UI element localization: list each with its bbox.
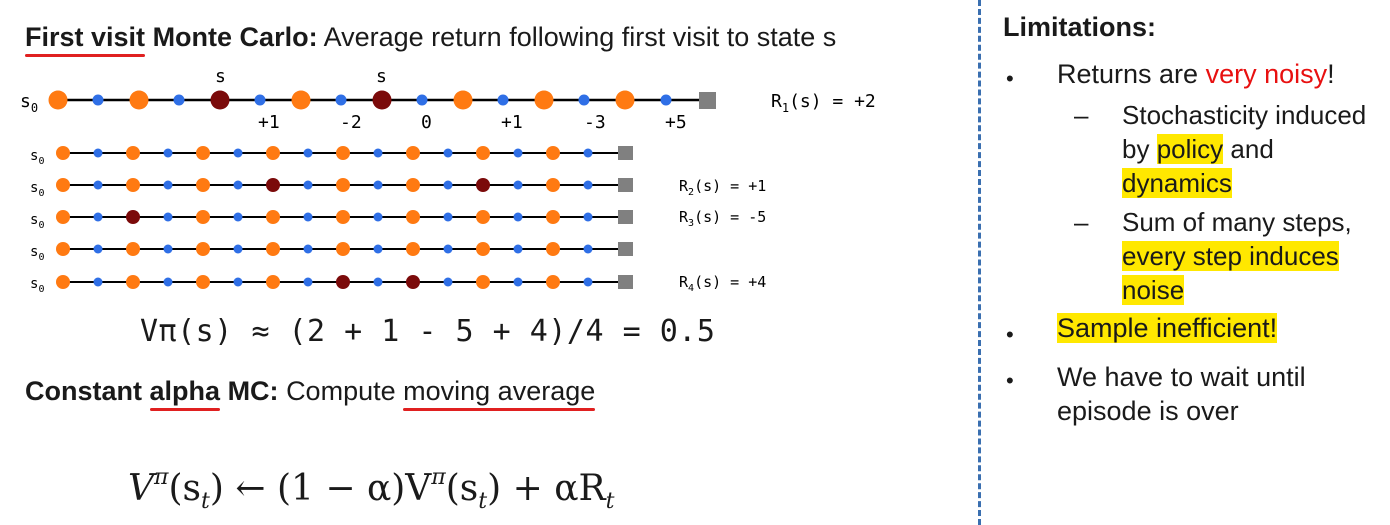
action-node — [579, 95, 590, 106]
policy-highlight: policy — [1156, 134, 1224, 164]
top-start-label: $s_0$ — [20, 91, 39, 115]
state-node — [546, 146, 560, 160]
state-node — [266, 210, 280, 224]
dynamics-highlight: dynamics — [1122, 168, 1232, 198]
s-marker-1: s — [215, 66, 226, 87]
heading1-description: Average return following first visit to state s — [323, 22, 837, 52]
action-node — [336, 95, 347, 106]
row-start-label: $s_0$ — [30, 244, 45, 263]
action-node — [444, 278, 453, 287]
state-node — [406, 178, 420, 192]
action-node — [234, 149, 243, 158]
return-r3-label: $R_3(s) = -5$ — [679, 208, 767, 229]
action-node — [94, 245, 103, 254]
state-node — [56, 146, 70, 160]
reward-label: +5 — [665, 112, 687, 133]
dash: – — [1074, 207, 1089, 237]
sub-stochasticity: Stochasticity induced by policy and dynamics — [1122, 100, 1367, 198]
state-node — [49, 91, 68, 110]
heading-constant-alpha-mc — [25, 376, 595, 407]
action-node — [255, 95, 266, 106]
state-node — [126, 242, 140, 256]
action-node — [94, 149, 103, 158]
state-node — [56, 210, 70, 224]
action-node — [514, 278, 523, 287]
bullet: • — [1006, 66, 1014, 91]
sub-sum-of-steps: Sum of many steps, every step induces noise — [1122, 207, 1352, 305]
action-node — [444, 245, 453, 254]
action-node — [94, 181, 103, 190]
action-node — [444, 181, 453, 190]
state-node — [406, 146, 420, 160]
return-r2-label: $R_2(s) = +1$ — [679, 177, 767, 198]
row-start-label: $s_0$ — [30, 180, 45, 199]
action-node — [374, 245, 383, 254]
action-node — [444, 149, 453, 158]
state-node — [336, 146, 350, 160]
state-node — [476, 275, 490, 289]
state-node — [266, 275, 280, 289]
return-r4-label: $R_4(s) = +4$ — [679, 273, 767, 294]
action-node — [514, 149, 523, 158]
action-node — [164, 181, 173, 190]
action-node — [304, 213, 313, 222]
action-node — [304, 149, 313, 158]
state-node — [476, 210, 490, 224]
state-node — [336, 178, 350, 192]
state-node — [126, 146, 140, 160]
top-terminal-state — [699, 92, 716, 109]
visited-state-s — [373, 91, 392, 110]
action-node — [304, 278, 313, 287]
alpha-term: alpha — [149, 376, 221, 406]
reward-label: +1 — [258, 112, 280, 133]
action-node — [584, 181, 593, 190]
visited-state-s — [126, 210, 140, 224]
action-node — [164, 278, 173, 287]
visited-state-s — [336, 275, 350, 289]
action-node — [164, 149, 173, 158]
action-node — [444, 213, 453, 222]
action-node — [304, 181, 313, 190]
bullet-returns-noisy: Returns are very noisy! — [1057, 59, 1335, 89]
visited-state-s — [211, 91, 230, 110]
first-visit-term: First visit — [25, 22, 146, 52]
value-estimate-formula: Vπ(s) ≈ (2 + 1 - 5 + 4)/4 = 0.5 — [140, 314, 716, 349]
state-node — [196, 178, 210, 192]
state-node — [266, 146, 280, 160]
action-node — [174, 95, 185, 106]
action-node — [164, 213, 173, 222]
update-rule-formula: $V^\pi(s_t)$ ← $(1 - \alpha)V^\pi(s_t) + \alpha R_t$ — [128, 465, 615, 514]
action-node — [584, 278, 593, 287]
action-node — [304, 245, 313, 254]
bullet: • — [1006, 368, 1014, 393]
state-node — [196, 275, 210, 289]
row-start-label: $s_0$ — [30, 276, 45, 295]
state-node — [616, 91, 635, 110]
action-node — [514, 213, 523, 222]
visited-state-s — [476, 178, 490, 192]
state-node — [56, 242, 70, 256]
reward-label: +1 — [501, 112, 523, 133]
action-node — [94, 213, 103, 222]
dash: – — [1074, 100, 1089, 130]
state-node — [546, 242, 560, 256]
action-node — [234, 181, 243, 190]
bullet-sample-inefficient: Sample inefficient! — [1057, 313, 1278, 343]
action-node — [661, 95, 672, 106]
state-node — [56, 178, 70, 192]
very-noisy-text: very noisy — [1205, 59, 1328, 89]
action-node — [514, 181, 523, 190]
state-node — [266, 242, 280, 256]
state-node — [130, 91, 149, 110]
action-node — [234, 245, 243, 254]
column-divider — [978, 0, 981, 525]
action-node — [584, 245, 593, 254]
bullet: • — [1006, 322, 1014, 347]
state-node — [196, 210, 210, 224]
moving-average-term: moving average — [403, 376, 596, 406]
state-node — [126, 178, 140, 192]
action-node — [234, 213, 243, 222]
every-step-highlight: every step induces — [1122, 241, 1339, 271]
state-node — [454, 91, 473, 110]
s-marker-2: s — [376, 66, 387, 87]
visited-state-s — [266, 178, 280, 192]
limitations-title: Limitations: — [1003, 12, 1156, 42]
terminal-state — [618, 210, 633, 224]
mc-term: MC: — [227, 376, 279, 406]
action-node — [374, 213, 383, 222]
action-node — [374, 278, 383, 287]
reward-label: -2 — [340, 112, 362, 133]
action-node — [374, 149, 383, 158]
monte-carlo-term: Monte Carlo: — [152, 22, 318, 52]
state-node — [56, 275, 70, 289]
action-node — [234, 278, 243, 287]
state-node — [336, 210, 350, 224]
constant-term: Constant — [25, 376, 142, 406]
action-node — [514, 245, 523, 254]
visited-state-s — [406, 275, 420, 289]
compute-text: Compute — [286, 376, 396, 406]
row-start-label: $s_0$ — [30, 212, 45, 231]
state-node — [546, 210, 560, 224]
action-node — [584, 213, 593, 222]
state-node — [292, 91, 311, 110]
state-node — [535, 91, 554, 110]
state-node — [406, 242, 420, 256]
noise-highlight: noise — [1122, 275, 1185, 305]
action-node — [94, 278, 103, 287]
terminal-state — [618, 146, 633, 160]
trajectory-diagram — [0, 0, 960, 300]
state-node — [126, 275, 140, 289]
action-node — [498, 95, 509, 106]
state-node — [196, 146, 210, 160]
terminal-state — [618, 178, 633, 192]
return-r1-label: $R_1(s) = +2$ — [771, 91, 876, 115]
row-start-label: $s_0$ — [30, 148, 45, 167]
state-node — [546, 275, 560, 289]
terminal-state — [618, 275, 633, 289]
reward-label: -3 — [584, 112, 606, 133]
state-node — [406, 210, 420, 224]
state-node — [476, 242, 490, 256]
reward-label: 0 — [421, 112, 432, 133]
state-node — [196, 242, 210, 256]
terminal-state — [618, 242, 633, 256]
state-node — [546, 178, 560, 192]
bullet-wait-episode: We have to wait until episode is over — [1057, 362, 1306, 426]
state-node — [336, 242, 350, 256]
action-node — [374, 181, 383, 190]
action-node — [584, 149, 593, 158]
action-node — [93, 95, 104, 106]
action-node — [164, 245, 173, 254]
action-node — [417, 95, 428, 106]
state-node — [476, 146, 490, 160]
